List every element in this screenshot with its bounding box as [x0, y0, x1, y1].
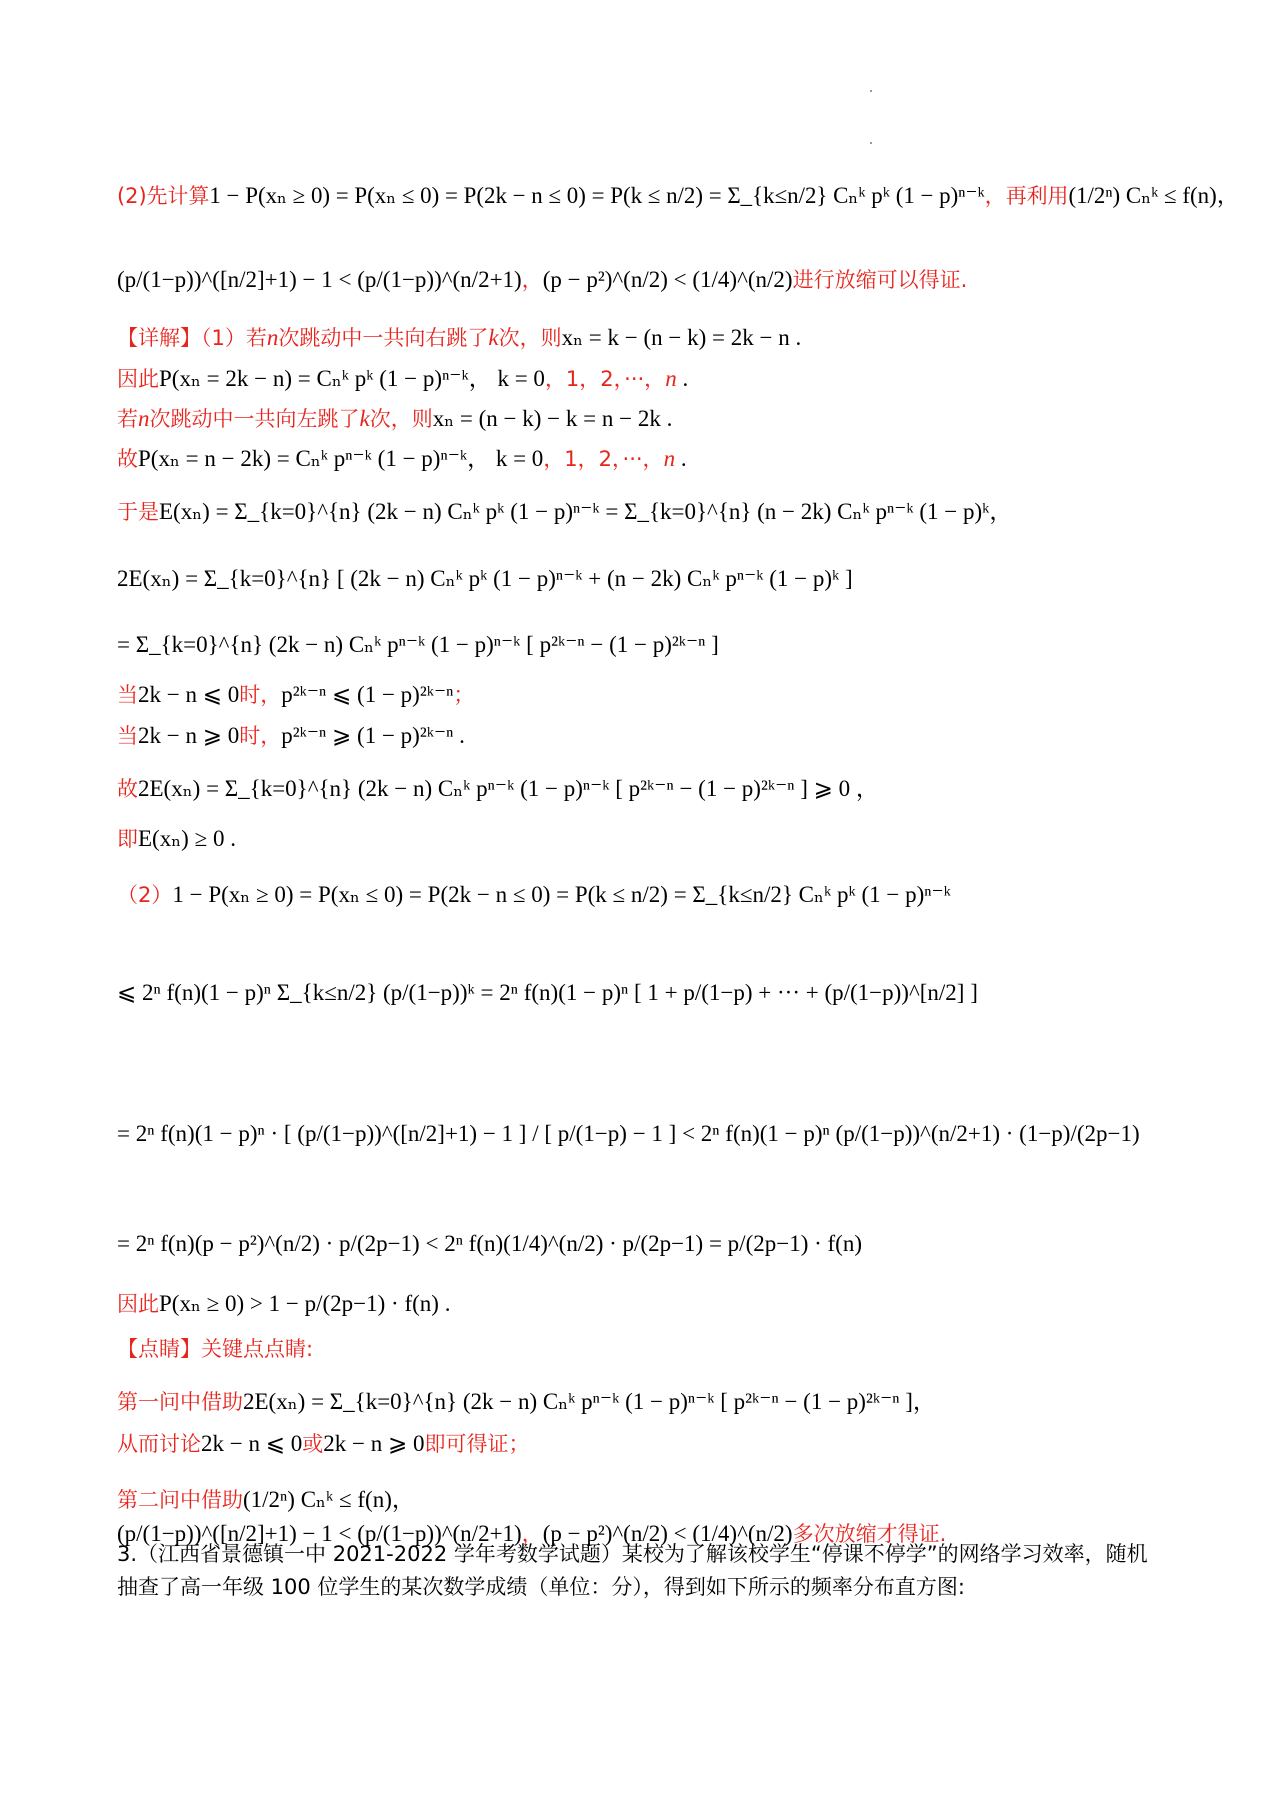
- remark-text: 或: [302, 1432, 324, 1456]
- remark-tag: 【点睛】关键点点睛:: [117, 1337, 314, 1361]
- detail-line3: [117, 407, 672, 430]
- analysis-part2-line1: [117, 184, 1240, 207]
- detail-line11: [117, 827, 236, 850]
- formula: P(xₙ = 2k − n) = Cₙᵏ pᵏ (1 − p)ⁿ⁻ᵏ， k = 0: [159, 366, 545, 391]
- formula: 2k − n ⩾ 0: [323, 1431, 425, 1456]
- variable-n: n: [663, 446, 676, 471]
- variable-k: k: [488, 325, 499, 350]
- detail-text: 当: [117, 724, 138, 748]
- remark-text: 第一问中借助: [117, 1390, 243, 1414]
- remark-line3: [117, 1488, 415, 1511]
- question-3-text: 3.（江西省景德镇一中 2021-2022 学年考数学试题）某校为了解该校学生“停课不停学”的网络学习效率，随机抽查了高一年级 100 位学生的某次数学成绩（单位：分），得到如下所示的频率分布直方图:: [117, 1542, 1148, 1599]
- detail-text: 因此: [117, 367, 159, 391]
- detail-text: 次，则: [498, 326, 562, 350]
- separator: ，: [521, 268, 543, 292]
- analysis-part2-mid: ，再利用: [984, 184, 1069, 208]
- formula: 1 − P(xₙ ≥ 0) = P(xₙ ≤ 0) = P(2k − n ≤ 0) = P(k ≤ n/2) = Σ_{k≤n/2} Cₙᵏ pᵏ (1 − p)ⁿ⁻ᵏ: [172, 882, 951, 907]
- remark-line1: [117, 1390, 936, 1413]
- detail-line5: [117, 500, 1012, 523]
- formula: (p/(1−p))^([n/2]+1) − 1 < (p/(1−p))^(n/2+1): [117, 1521, 522, 1546]
- separator: ，: [521, 1522, 543, 1546]
- period: .: [676, 366, 689, 391]
- formula: (p/(1−p))^([n/2]+1) − 1 < (p/(1−p))^(n/2+1): [117, 267, 522, 292]
- formula: (1/2ⁿ) Cₙᵏ ≤ f(n)，: [1068, 183, 1240, 208]
- detail-text: ，1，2，···，: [543, 447, 664, 471]
- remark-text: 多次放缩才得证.: [792, 1522, 947, 1546]
- formula: xₙ = (n − k) − k = n − 2k .: [432, 406, 673, 431]
- variable-k: k: [359, 406, 370, 431]
- detail-line15: [117, 1232, 862, 1255]
- detail-line14: [117, 1122, 1140, 1145]
- remark-text: 即可得证；: [424, 1432, 530, 1456]
- detail-text: ，1，2，···，: [544, 367, 666, 391]
- detail-text: 当: [117, 683, 138, 707]
- scan-speck: [870, 90, 872, 92]
- analysis-part2-tail: 进行放缩可以得证.: [792, 268, 968, 292]
- formula: 2k − n ⩾ 0: [138, 723, 240, 748]
- formula: p²ᵏ⁻ⁿ ⩾ (1 − p)²ᵏ⁻ⁿ .: [281, 723, 465, 748]
- formula: E(xₙ) = Σ_{k=0}^{n} (2k − n) Cₙᵏ pᵏ (1 − p)ⁿ⁻ᵏ = Σ_{k=0}^{n} (n − 2k) Cₙᵏ pⁿ⁻ᵏ (1 − p)ᵏ，: [159, 499, 1013, 524]
- formula: E(xₙ) ≥ 0 .: [138, 826, 236, 851]
- detail-line13: [117, 981, 978, 1004]
- remark-heading: [117, 1339, 313, 1360]
- detail-tag: 【详解】: [117, 326, 201, 350]
- detail-text: 若: [117, 407, 138, 431]
- formula: 1 − P(xₙ ≥ 0) = P(xₙ ≤ 0) = P(2k − n ≤ 0) = P(k ≤ n/2) = Σ_{k≤n/2} Cₙᵏ pᵏ (1 − p)ⁿ⁻ᵏ: [209, 183, 985, 208]
- formula: xₙ = k − (n − k) = 2k − n .: [561, 325, 802, 350]
- variable-n: n: [138, 406, 150, 431]
- formula: 2E(xₙ) = Σ_{k=0}^{n} [ (2k − n) Cₙᵏ pᵏ (1 − p)ⁿ⁻ᵏ + (n − 2k) Cₙᵏ pⁿ⁻ᵏ (1 − p)ᵏ ]: [117, 566, 853, 591]
- detail-text: 次跳动中一共向右跳了: [278, 326, 489, 350]
- detail-text: 因此: [117, 1292, 159, 1316]
- detail-text: 于是: [117, 500, 159, 524]
- detail-text: 时，: [239, 724, 282, 748]
- variable-n: n: [266, 325, 279, 350]
- formula: 2k − n ⩽ 0: [201, 1431, 303, 1456]
- formula: p²ᵏ⁻ⁿ ⩽ (1 − p)²ᵏ⁻ⁿ: [281, 682, 454, 707]
- detail-text: 次跳动中一共向左跳了: [149, 407, 360, 431]
- detail-line12: [117, 883, 951, 906]
- detail-line10: [117, 777, 879, 800]
- detail-line1: [117, 326, 801, 349]
- detail-text: 故: [117, 777, 138, 801]
- remark-line2: [117, 1432, 530, 1455]
- formula: 2k − n ⩽ 0: [138, 682, 240, 707]
- detail-line7: [117, 633, 719, 656]
- period: .: [675, 446, 687, 471]
- detail-text: （2）: [117, 883, 173, 907]
- detail-text: 次，则: [369, 407, 433, 431]
- detail-text: 时，: [239, 683, 282, 707]
- formula: P(xₙ ≥ 0) > 1 − p/(2p−1) · f(n) .: [159, 1291, 451, 1316]
- detail-text: 即: [117, 827, 138, 851]
- detail-text: （1）若: [201, 326, 267, 350]
- formula: 2E(xₙ) = Σ_{k=0}^{n} (2k − n) Cₙᵏ pⁿ⁻ᵏ (1 − p)ⁿ⁻ᵏ [ p²ᵏ⁻ⁿ − (1 − p)²ᵏ⁻ⁿ ]，: [243, 1389, 936, 1414]
- formula: (1/2ⁿ) Cₙᵏ ≤ f(n)，: [243, 1487, 415, 1512]
- analysis-part2-lead: (2)先计算: [117, 184, 210, 208]
- formula: 2E(xₙ) = Σ_{k=0}^{n} (2k − n) Cₙᵏ pⁿ⁻ᵏ (1 − p)ⁿ⁻ᵏ [ p²ᵏ⁻ⁿ − (1 − p)²ᵏ⁻ⁿ ] ⩾ 0 ，: [138, 776, 879, 801]
- formula: (p − p²)^(n/2) < (1/4)^(n/2): [542, 267, 793, 292]
- variable-n: n: [665, 366, 677, 391]
- detail-line8: [117, 683, 474, 706]
- scan-speck: [870, 142, 872, 144]
- remark-text: 第二问中借助: [117, 1488, 243, 1512]
- detail-line9: [117, 724, 465, 747]
- remark-text: 从而讨论: [117, 1432, 201, 1456]
- formula: P(xₙ = n − 2k) = Cₙᵏ pⁿ⁻ᵏ (1 − p)ⁿ⁻ᵏ， k = 0: [138, 446, 544, 471]
- detail-text: 故: [117, 447, 138, 471]
- formula: = 2ⁿ f(n)(1 − p)ⁿ · [ (p/(1−p))^([n/2]+1) − 1 ] / [ p/(1−p) − 1 ] < 2ⁿ f(n)(1 − p)ⁿ (p/(1−p))^(n/2+1) · (1−p)/(2p−1): [117, 1121, 1140, 1146]
- detail-line2: [117, 367, 688, 390]
- detail-line16: [117, 1292, 450, 1315]
- formula: ⩽ 2ⁿ f(n)(1 − p)ⁿ Σ_{k≤n/2} (p/(1−p))ᵏ = 2ⁿ f(n)(1 − p)ⁿ [ 1 + p/(1−p) + ··· + (p/(1−p))^[n/2] ]: [117, 980, 978, 1005]
- detail-text: ；: [453, 683, 475, 707]
- analysis-part2-line2: [117, 268, 967, 291]
- detail-line4: [117, 447, 687, 470]
- formula: = Σ_{k=0}^{n} (2k − n) Cₙᵏ pⁿ⁻ᵏ (1 − p)ⁿ⁻ᵏ [ p²ᵏ⁻ⁿ − (1 − p)²ᵏ⁻ⁿ ]: [117, 632, 719, 657]
- formula: = 2ⁿ f(n)(p − p²)^(n/2) · p/(2p−1) < 2ⁿ f(n)(1/4)^(n/2) · p/(2p−1) = p/(2p−1) · f(n): [117, 1231, 862, 1256]
- formula: (p − p²)^(n/2) < (1/4)^(n/2): [542, 1521, 793, 1546]
- detail-line6: [117, 567, 853, 590]
